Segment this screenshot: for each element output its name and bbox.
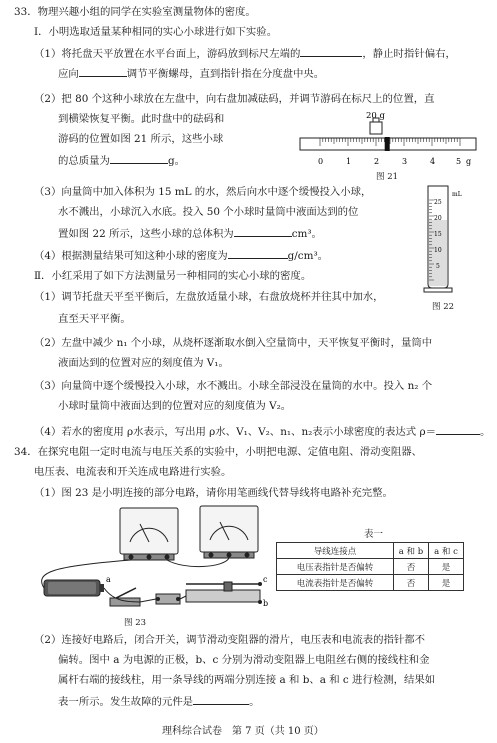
text: g。 bbox=[167, 155, 185, 167]
q33-part2-step1-line1: （1）调节托盘天平至平衡后，左盘放适量小球，右盘放烧杯并往其中加水， bbox=[34, 291, 384, 303]
tick-label-2: 2 bbox=[374, 157, 380, 166]
scale-unit: mL bbox=[452, 191, 462, 198]
weight-20g bbox=[370, 122, 382, 134]
q33-step3-line2: 水不溅出，小球沉入水底。投入 50 个小球时量筒中液面达到的位 bbox=[58, 206, 359, 218]
table-cell: 电压表指针是否偏转 bbox=[277, 559, 394, 575]
table-row bbox=[277, 575, 464, 591]
answer-blank[interactable] bbox=[436, 424, 480, 435]
answer-blank[interactable] bbox=[234, 226, 292, 237]
table-title: 表一 bbox=[364, 529, 384, 540]
table-cell: 是 bbox=[429, 575, 464, 591]
q33-step1-line2 bbox=[58, 66, 324, 81]
page-footer: 理科综合试卷 第 7 页（共 10 页） bbox=[162, 726, 324, 737]
text: 表一所示。发生故障的元件是 bbox=[58, 696, 194, 708]
text: 置如图 22 所示，这些小球的总体积为 bbox=[58, 228, 234, 240]
tick-label-1: 1 bbox=[346, 157, 352, 166]
text: 。 bbox=[480, 426, 491, 438]
q34-line7 bbox=[58, 694, 259, 709]
q33-step3-line1: （3）向量筒中加入体积为 15 mL 的水，然后向水中逐个缓慢投入小球， bbox=[34, 186, 372, 198]
table-cell: 电流表指针是否偏转 bbox=[277, 575, 394, 591]
scale-20: 20 bbox=[434, 215, 442, 222]
q33-step3-line3 bbox=[58, 226, 322, 241]
answer-blank[interactable] bbox=[79, 66, 127, 77]
text: （4）若水的密度用 ρ水表示，写出用 ρ水、V₁、V₂、n₁、n₂表示小球密度的表达式 ρ＝ bbox=[34, 426, 437, 438]
q33-step2-line2: 到横梁恢复平衡。此时盘中的砝码和 bbox=[58, 113, 225, 125]
q34-line3: （1）图 23 是小明连接的部分电路，请你用笔画线代替导线将电路补充完整。 bbox=[34, 487, 393, 499]
table-header-row bbox=[277, 543, 464, 559]
q34-line1: 34．在探究电阻一定时电流与电压关系的实验中，小明把电源、定值电阻、滑动变阻器、 bbox=[14, 446, 423, 458]
answer-blank[interactable] bbox=[228, 248, 288, 259]
q33-step1-line1 bbox=[34, 46, 456, 61]
text: ，静止时指针偏右， bbox=[362, 48, 456, 60]
figure-23-caption: 图 23 bbox=[124, 618, 147, 628]
scale-25: 25 bbox=[434, 199, 442, 206]
scale-5: 5 bbox=[436, 263, 440, 270]
label-a: a bbox=[106, 575, 111, 584]
q34-line5: 偏转。图中 a 为电源的正极，b、c 分别为滑动变阻器上电阻丝右侧的接线柱和金 bbox=[58, 654, 430, 666]
q33-part2-title: Ⅱ．小红采用了如下方法测量另一种相同的实心小球的密度。 bbox=[34, 270, 312, 282]
text: 应向 bbox=[58, 68, 79, 80]
header-cell: a 和 b bbox=[394, 543, 429, 559]
q33-part2-step2-line1: （2）左盘中减少 n₁ 个小球，从烧杯逐渐取水倒入空量筒中，天平恢复平衡时，量筒中 bbox=[34, 337, 433, 349]
q33-step2-line3: 游码的位置如图 21 所示，这些小球 bbox=[58, 133, 224, 145]
label-b: b bbox=[263, 599, 269, 608]
text: 。 bbox=[249, 696, 260, 708]
answer-blank[interactable] bbox=[300, 46, 362, 57]
tick-label-5: 5 bbox=[456, 157, 462, 166]
label-c: c bbox=[263, 575, 268, 584]
figure-23-circuit bbox=[34, 502, 270, 624]
header-cell: a 和 c bbox=[429, 543, 464, 559]
q33-part2-step3-line2: 小球时量筒中液面达到的位置对应的刻度值为 V₂。 bbox=[58, 400, 292, 412]
q33-step2-line1: （2）把 80 个这种小球放在左盘中，向右盘加减砝码，并调节游码在标尺上的位置，直 bbox=[34, 93, 435, 105]
text: （1）将托盘天平放置在水平台面上，游码放到标尺左端的 bbox=[34, 48, 301, 60]
q34-line6: 属杆右端的接线柱，用一条导线的两端分别连接 a 和 b、a 和 c 进行检测，结果如 bbox=[58, 674, 436, 686]
q33-step2-line4 bbox=[58, 153, 185, 168]
ammeter bbox=[120, 508, 178, 560]
answer-blank[interactable] bbox=[193, 694, 249, 705]
fixed-resistor bbox=[156, 594, 180, 604]
q33-part1-title: Ⅰ．小明选取适量某种相同的实心小球进行如下实验。 bbox=[34, 26, 278, 38]
q33-part2-step3-line1: （3）向量筒中逐个缓慢投入小球，水不溅出。小球全部浸没在量筒的水中。投入 n₂ 个 bbox=[34, 380, 433, 392]
q34-line2: 电压表、电流表和开关连成电路进行实验。 bbox=[34, 466, 232, 478]
q34-line4: （2）连接好电路后，闭合开关，调节滑动变阻器的滑片，电压表和电流表的指针都不 bbox=[34, 634, 426, 646]
header-cell: 导线连接点 bbox=[277, 543, 394, 559]
q33-title: 33．物理兴趣小组的同学在实验室测量物体的密度。 bbox=[14, 6, 256, 18]
tick-label-4: 4 bbox=[430, 157, 436, 166]
q33-part2-step1-line2: 直至天平平衡。 bbox=[58, 313, 131, 325]
table-1 bbox=[276, 542, 464, 591]
tick-label-0: 0 bbox=[318, 157, 324, 166]
text: 的总质量为 bbox=[58, 155, 110, 167]
rider bbox=[385, 137, 390, 151]
figure-21-rider-scale bbox=[296, 108, 480, 170]
table-cell: 否 bbox=[394, 575, 429, 591]
figure-21-caption: 图 21 bbox=[376, 172, 399, 182]
tick-unit: g bbox=[466, 157, 472, 166]
q33-part2-step2-line2: 液面达到的位置对应的刻度值为 V₁。 bbox=[58, 357, 229, 369]
figure-22-caption: 图 22 bbox=[432, 302, 455, 312]
weight-label: 20 g bbox=[366, 111, 385, 121]
table-cell: 否 bbox=[394, 559, 429, 575]
text: 调节平衡螺母，直到指针指在分度盘中央。 bbox=[126, 68, 325, 80]
figure-22-cylinder bbox=[420, 180, 476, 298]
text: g/cm³。 bbox=[287, 250, 329, 262]
tick-label-3: 3 bbox=[402, 157, 408, 166]
voltmeter bbox=[200, 506, 258, 558]
table-row bbox=[277, 559, 464, 575]
q33-step4 bbox=[34, 248, 328, 263]
q33-part2-step4 bbox=[34, 424, 490, 439]
answer-blank[interactable] bbox=[110, 153, 168, 164]
scale-15: 15 bbox=[434, 231, 442, 238]
table-cell: 是 bbox=[429, 559, 464, 575]
text: cm³。 bbox=[291, 228, 322, 240]
rheostat bbox=[186, 582, 262, 604]
text: （4）根据测量结果可知这种小球的密度为 bbox=[34, 250, 228, 262]
battery bbox=[44, 580, 104, 596]
scale-10: 10 bbox=[434, 247, 442, 254]
